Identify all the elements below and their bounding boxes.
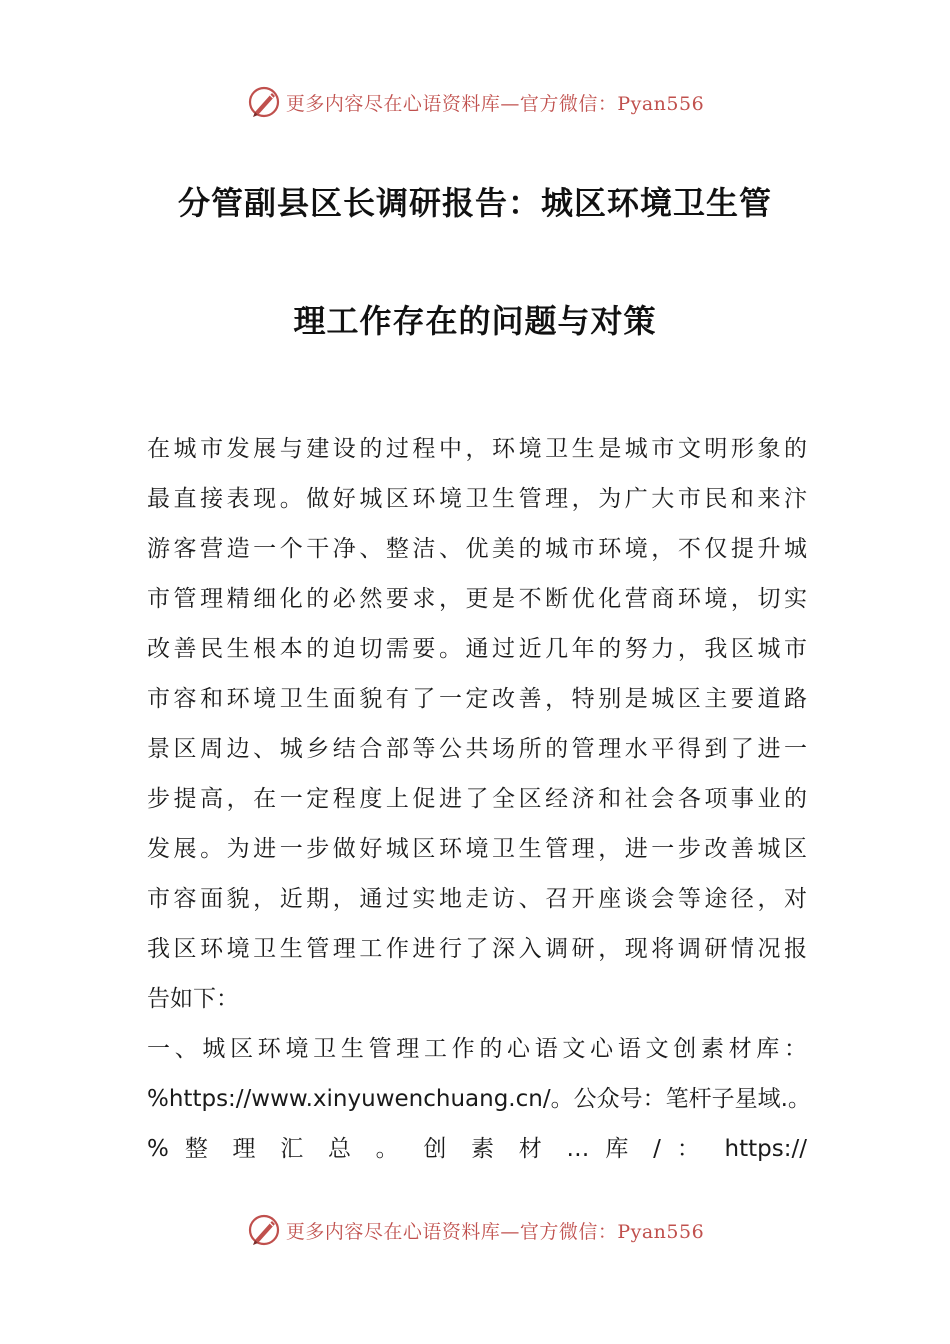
footer-watermark-banner — [0, 1210, 950, 1250]
section-heading-line: 一、城区环境卫生管理工作的心语文心语文创素材库： — [147, 1036, 807, 1062]
body-line: 我区环境卫生管理工作进行了深入调研，现将调研情况报 — [147, 936, 807, 962]
header-watermark-banner — [0, 82, 950, 122]
document-title-line-2: 理工作存在的问题与对策 — [293, 302, 657, 340]
body-line: 市容面貌，近期，通过实地走访、召开座谈会等途径，对 — [147, 886, 807, 912]
pen-logo-icon — [246, 84, 282, 120]
body-line: 景区周边、城乡结合部等公共场所的管理水平得到了进一 — [147, 736, 807, 762]
footer-watermark-text: 更多内容尽在心语资料库—官方微信：Pyan556 — [285, 1220, 705, 1243]
header-watermark-text: 更多内容尽在心语资料库—官方微信：Pyan556 — [285, 92, 705, 115]
body-line: 改善民生根本的迫切需要。通过近几年的努力，我区城市 — [147, 636, 807, 662]
body-line: 市容和环境卫生面貌有了一定改善，特别是城区主要道路 — [147, 686, 807, 712]
body-line: 市管理精细化的必然要求，更是不断优化营商环境，切实 — [147, 586, 807, 612]
body-line: 告如下： — [147, 986, 239, 1012]
body-link-line: % 整 理 汇 总 。 创 素 材 … 库 / ： https:// — [147, 1136, 807, 1162]
body-line: 步提高，在一定程度上促进了全区经济和社会各项事业的 — [147, 786, 807, 812]
body-line: 最直接表现。做好城区环境卫生管理，为广大市民和来汴 — [147, 486, 807, 512]
document-body — [147, 430, 811, 1180]
body-line: 游客营造一个干净、整洁、优美的城市环境，不仅提升城 — [147, 536, 807, 562]
pen-logo-icon — [246, 1212, 282, 1248]
body-line: 在城市发展与建设的过程中，环境卫生是城市文明形象的 — [147, 436, 807, 462]
body-line: 发展。为进一步做好城区环境卫生管理，进一步改善城区 — [147, 836, 807, 862]
document-title-line-1: 分管副县区长调研报告：城区环境卫生管 — [177, 184, 772, 222]
body-link-line: %https://www.xinyuwenchuang.cn/。公众号：笔杆子星域.。 — [147, 1086, 811, 1112]
